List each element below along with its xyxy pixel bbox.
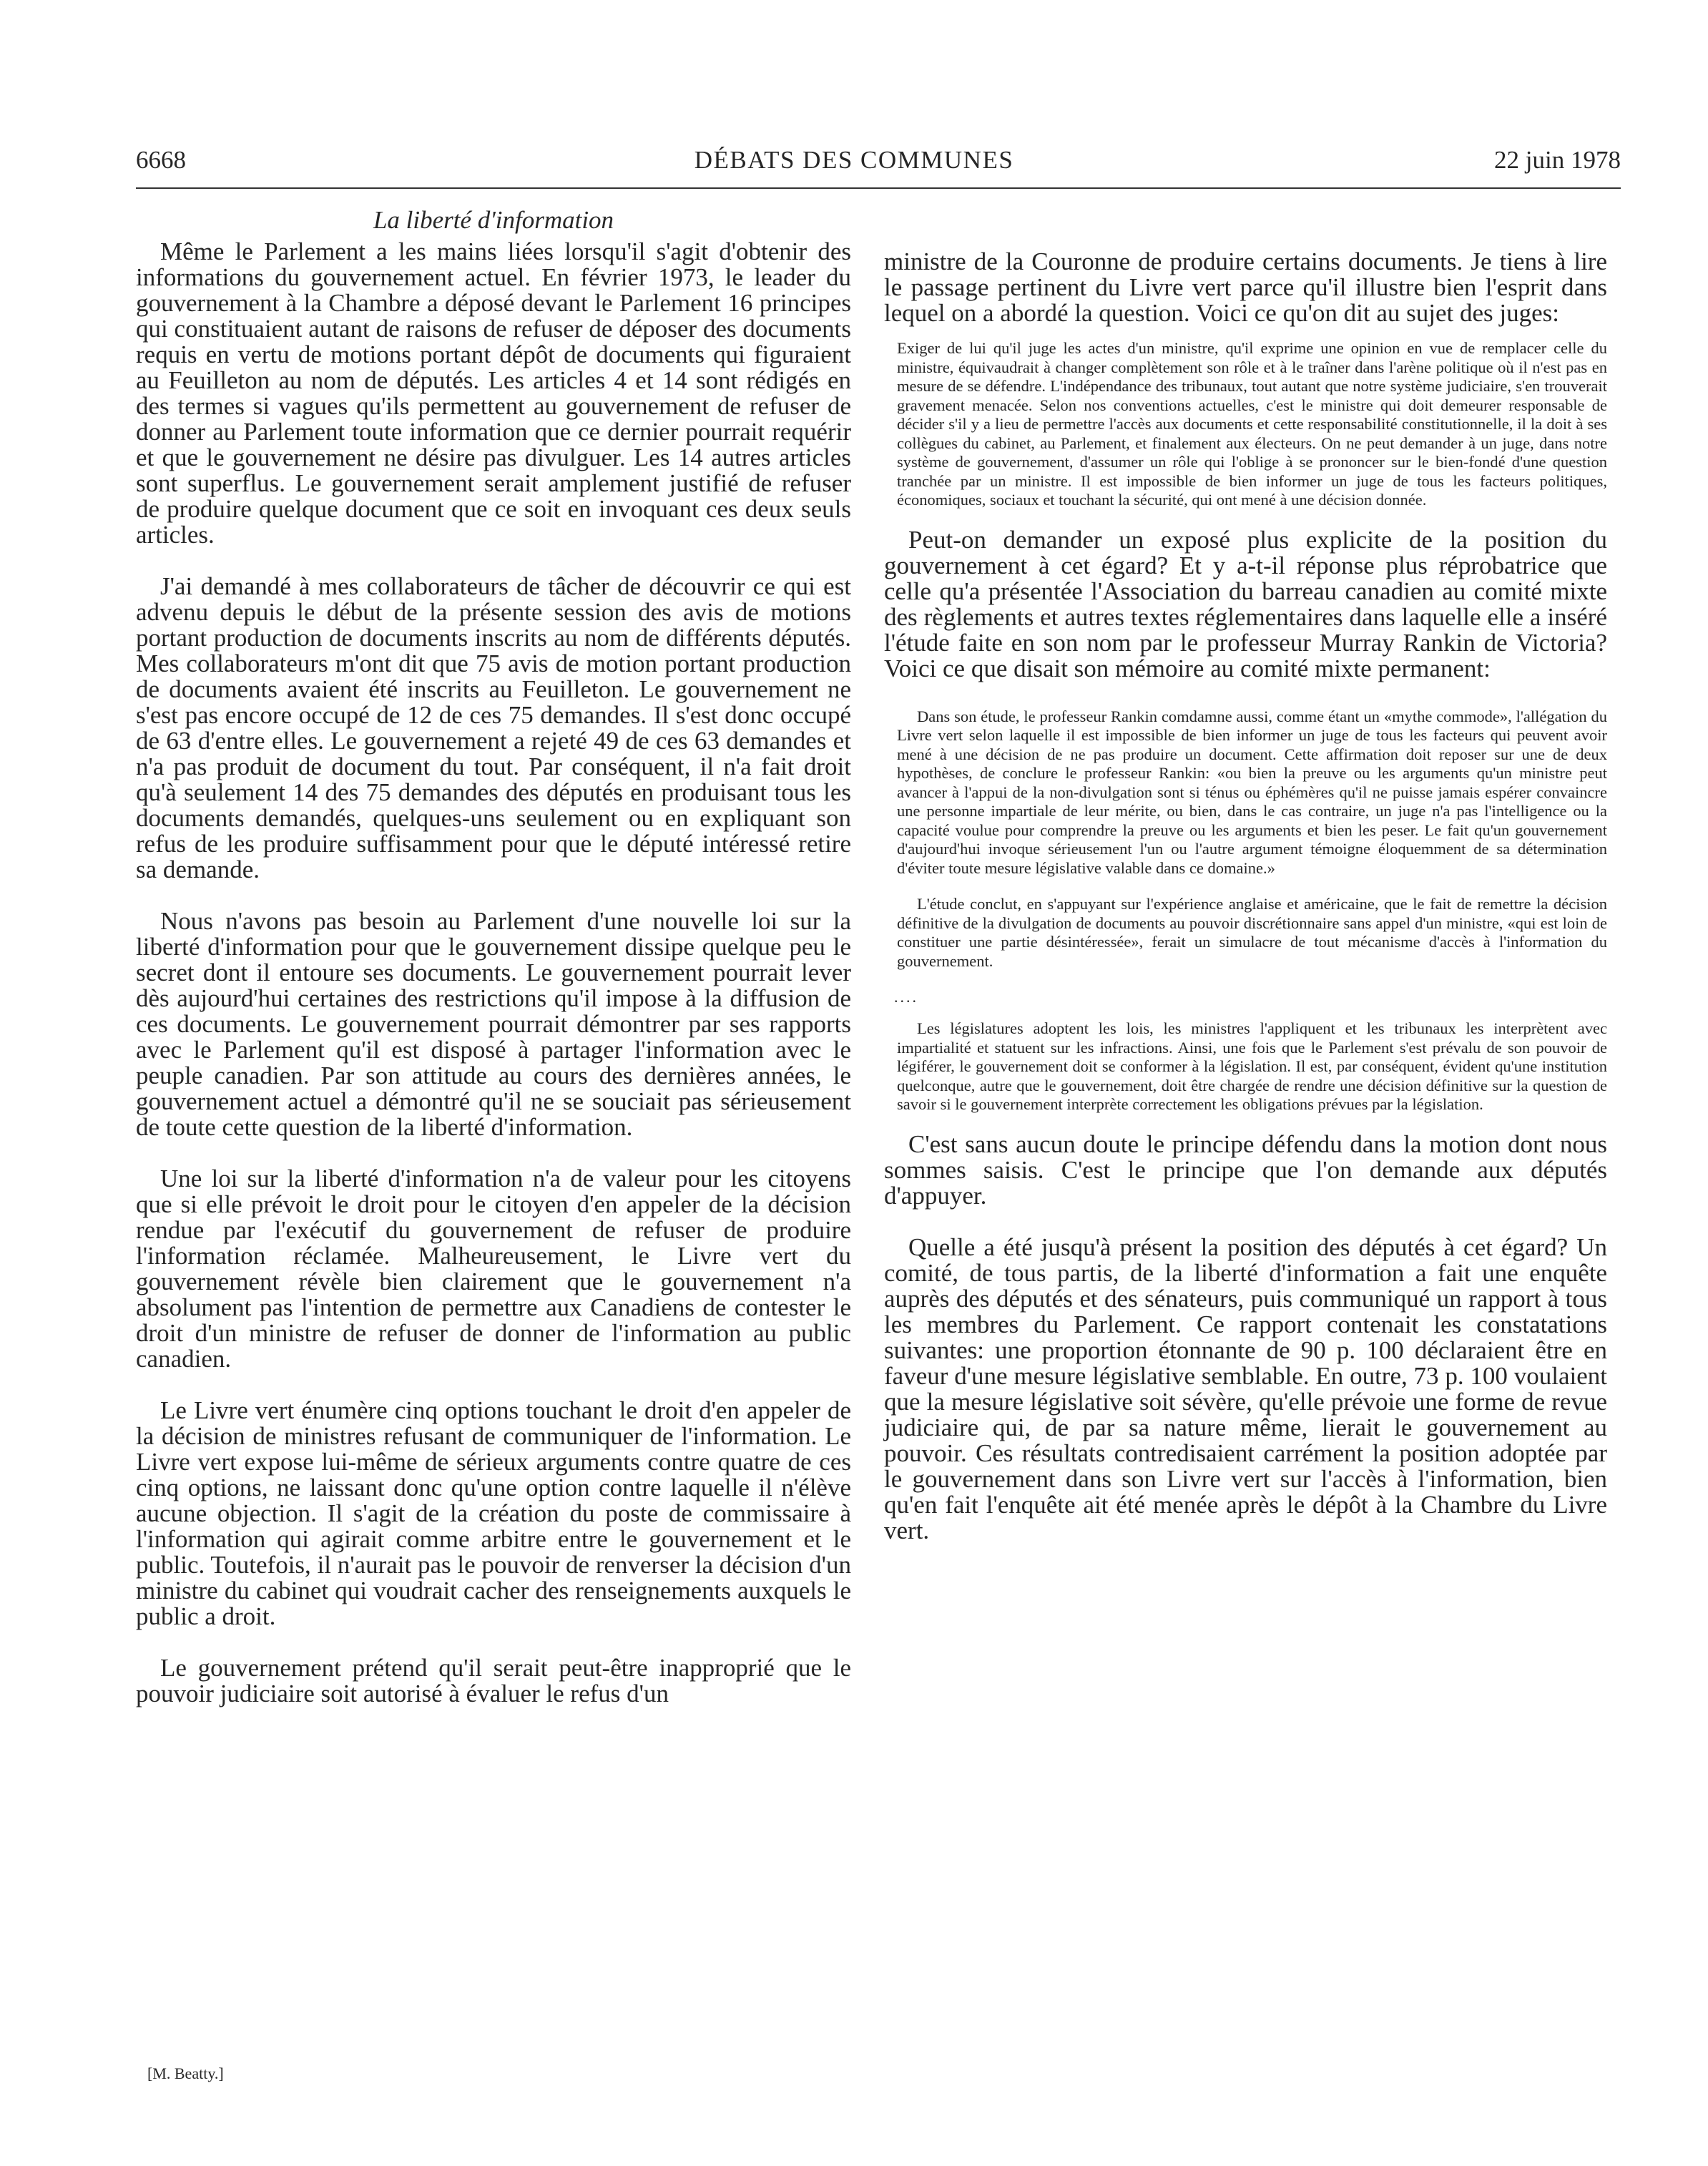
header-rule (136, 187, 1621, 189)
quote-legislatures: Les législatures adoptent les lois, les ministres l'appliquent et les tribunaux les interprètent avec impartialité et statuent sur les infractions. Ainsi, une fois que le Parlement s'est prévalu de son pouvoir de légiférer, le gouvernement doit se conformer à la législation. Il est, par conséquent, évident qu'une institution quelconque, autre que le gouvernement, doit être chargée de rendre une décision définitive sur la question de savoir si le gouvernement interprète correctement les obligations prévues par la législation. (897, 1019, 1607, 1113)
running-title: DÉBATS DES COMMUNES (694, 146, 1014, 174)
left-paragraph-3: Nous n'avons pas besoin au Parlement d'une nouvelle loi sur la liberté d'information pour que le gouvernement dissipe quelque peu le secret dont il entoure ses documents. Le gouvernement pourrait lever dès aujourd'hui certaines des restrictions qu'il impose à la diffusion de ces documents. Le gouvernement pourrait démontrer par ses rapports avec le Parlement qu'il est disposé à partager l'information avec le peuple canadien. Par son attitude au cours des dernières années, le gouvernement actuel a démontré qu'il ne se souciait pas sérieusement de toute cette question de la liberté d'information. (136, 907, 851, 1141)
quote-rankin-study: Dans son étude, le professeur Rankin comdamne aussi, comme étant un «mythe commode», l'allégation du Livre vert selon laquelle il est impossible de bien informer un juge de tous les facteurs qui peuvent avoir mené à une décision de ne pas produire un document. Cette affirmation doit reposer sur une de deux hypothèses, de conclure le professeur Rankin: «ou bien la preuve ou les arguments qu'un ministre peut avancer à l'appui de la non-divulgation sont si ténus ou éphémères qu'il ne puisse jamais espérer convaincre une personne impartiale de leur mérite, ou bien, dans le cas contraire, un juge n'a pas l'intelligence ou la capacité voulue pour comprendre la preuve ou les arguments et bien les peser. Le fait qu'un gouvernement d'aujourd'hui invoque sérieusement l'un ou l'autre argument témoigne éloquemment de sa détermination d'éviter toute mesure législative valable dans ce domaine.» (897, 707, 1607, 877)
continuation-paragraph: ministre de la Couronne de produire certains documents. Je tiens à lire le passage pertinent du Livre vert parce qu'il illustre bien l'esprit dans lequel on a abordé la question. Voici ce qu'on dit au sujet des juges: (884, 248, 1607, 327)
quote-study-conclusion: L'étude conclut, en s'appuyant sur l'expérience anglaise et américaine, que le fait de remettre la décision définitive de la divulgation de documents au pouvoir discrétionnaire sans appel d'un ministre, «qui est loin de constituer une partie désintéressée», ferait un simulacre de tout mécanisme d'accès à l'information du gouvernement. (897, 895, 1607, 970)
right-paragraph-1: Peut-on demander un exposé plus explicite de la position du gouvernement à cet égard? Et y a-t-il réponse plus réprobatrice que celle qu'a présentée l'Association du barreau canadien au comité mixte des règlements et autres textes réglementaires dans laquelle elle a inséré l'étude faite en son nom par le professeur Murray Rankin de Victoria? Voici ce que disait son mémoire au comité mixte permanent: (884, 525, 1607, 682)
quote-green-paper: Exiger de lui qu'il juge les actes d'un ministre, qu'il exprime une opinion en vue de remplacer celle du ministre, équivaudrait à changer complètement son rôle et à le traîner dans l'arène politique où il n'est pas en mesure de se défendre. L'indépendance des tribunaux, tout autant que notre système judiciaire, s'en trouverait gravement menacée. Selon nos conventions actuelles, c'est le ministre qui doit demeurer responsable de décider s'il y a lieu de permettre l'accès aux documents et cette responsabilité constitutionnelle, il la doit à ses collègues du cabinet, au Parlement, et finalement aux électeurs. On ne peut demander à un juge, dans notre système de gouvernement, d'assumer un rôle qui l'oblige à se prononcer sur le bien-fondé d'une question tranchée par un ministre. Il est impossible de bien informer un juge de tous les facteurs politiques, économiques, sociaux et touchant la sécurité, qui ont mené à une décision donnée. (897, 339, 1607, 509)
left-paragraph-4: Une loi sur la liberté d'information n'a de valeur pour les citoyens que si elle prévoit le droit pour le citoyen d'en appeler de la décision rendue par l'exécutif du gouvernement de refuser de produire l'information réclamée. Malheureusement, le Livre vert du gouvernement révèle bien clairement que le gouvernement n'a absolument pas l'intention de permettre aux Canadiens de contester le droit d'un ministre de refuser de donner de l'information au public canadien. (136, 1165, 851, 1373)
left-paragraph-6: Le gouvernement prétend qu'il serait peut-être inapproprié que le pouvoir judiciaire soit autorisé à évaluer le refus d'un (136, 1654, 851, 1707)
speaker-attribution: [M. Beatty.] (147, 2064, 224, 2082)
left-column (136, 203, 851, 1733)
right-paragraph-3: Quelle a été jusqu'à présent la position des députés à cet égard? Un comité, de tous partis, de la liberté d'information a fait une enquête auprès des députés et des sénateurs, puis communiqué un rapport à tous les membres du Parlement. Ce rapport contenait les constatations suivantes: une proportion étonnante de 90 p. 100 déclaraient être en faveur d'une mesure législative semblable. En outre, 73 p. 100 voulaient que la mesure législative soit sévère, qu'elle prévoie une forme de revue judiciaire qui, de par sa nature même, lierait le gouvernement au pouvoir. Ces résultats contredisaient carrément la position adoptée par le gouvernement dans son Livre vert sur l'accès à l'information, bien qu'en fait l'enquête ait été menée après le dépôt à la Chambre du Livre vert. (884, 1233, 1607, 1544)
section-title: La liberté d'information (373, 206, 614, 234)
page-date: 22 juin 1978 (1494, 146, 1621, 174)
right-paragraph-2: C'est sans aucun doute le principe défendu dans la motion dont nous sommes saisis. C'est le principe que l'on demande aux députés d'appuyer. (884, 1129, 1607, 1210)
left-paragraph-5: Le Livre vert énumère cinq options touchant le droit d'en appeler de la décision de ministres refusant de communiquer de l'information. Le Livre vert expose lui-même de sérieux arguments contre quatre de ces cinq options, ne laissant donc qu'une option contre laquelle il n'élève aucune objection. Il s'agit de la création du poste de commissaire à l'information qui agirait comme arbitre entre le gouvernement et le public. Toutefois, il n'aurait pas le pouvoir de renverser la décision d'un ministre du cabinet qui voudrait cacher des renseignements auxquels le public a droit. (136, 1396, 851, 1630)
left-paragraph-2: J'ai demandé à mes collaborateurs de tâcher de découvrir ce qui est advenu depuis le début de la présente session des avis de motions portant production de documents inscrits au nom de différents députés. Mes collaborateurs m'ont dit que 75 avis de motion portant production de documents avaient été inscrits au Feuilleton. Le gouvernement ne s'est pas encore occupé de 12 de ces 75 demandes. Il s'est donc occupé de 63 d'entre elles. Le gouvernement a rejeté 49 de ces 63 demandes et n'a pas produit de document du tout. Par conséquent, il n'a fait droit qu'à seulement 14 des 75 demandes des députés en produisant tous les documents demandés, quelques-uns seulement ou en expliquant son refus de les produire suffisamment pour que le député intéressé retire sa demande. (136, 572, 851, 883)
left-paragraph-1: Même le Parlement a les mains liées lorsqu'il s'agit d'obtenir des informations du gouvernement actuel. En février 1973, le leader du gouvernement à la Chambre a déposé devant le Parlement 16 principes qui constituaient autant de raisons de refuser de déposer des documents requis en vertu de motions portant dépôt de documents qui figuraient au Feuilleton au nom de députés. Les articles 4 et 14 sont rédigés en des termes si vagues qu'ils permettent au gouvernement de refuser de donner au Parlement toute information que ce dernier pourrait requérir et que le gouvernement ne désire pas divulguer. Les 14 autres articles sont superflus. Le gouvernement serait amplement justifié de refuser de produire quelque document que ce soit en invoquant ces deux seuls articles. (136, 237, 851, 549)
quote-ellipsis: .... (894, 988, 918, 1006)
page-number: 6668 (136, 146, 186, 174)
right-column (884, 249, 1607, 1569)
